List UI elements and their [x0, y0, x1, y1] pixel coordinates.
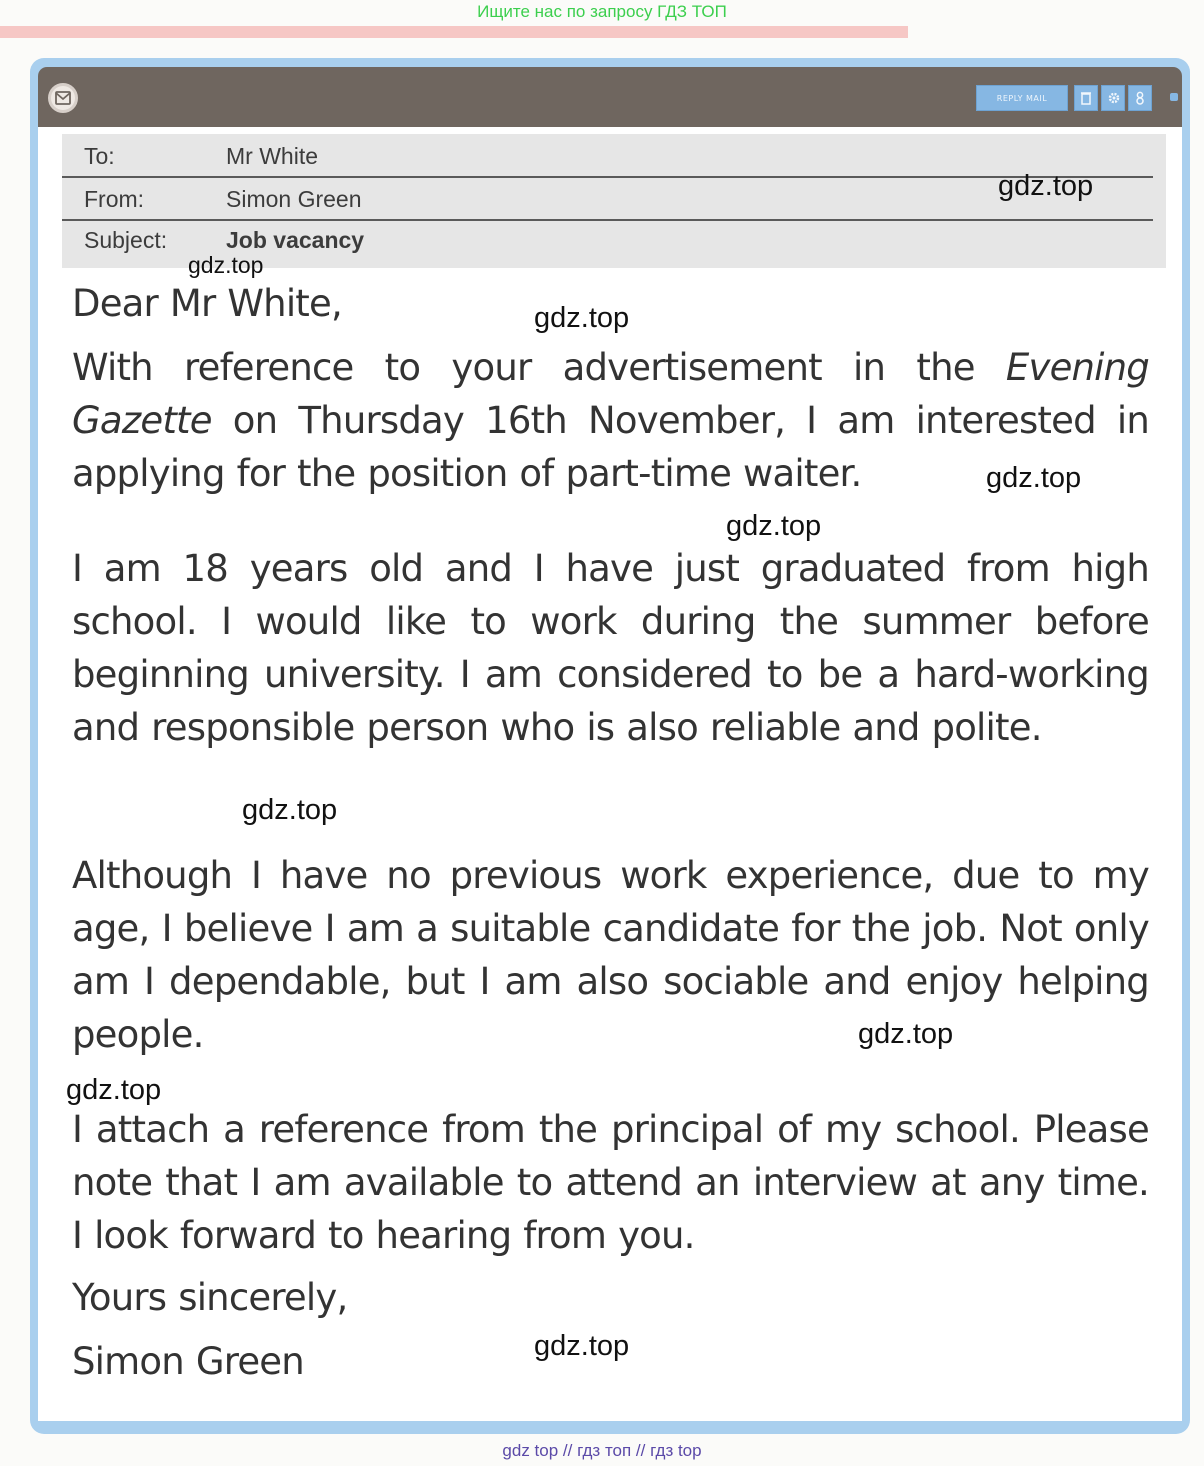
- top-banner: Ищите нас по запросу ГДЗ ТОП: [477, 2, 727, 21]
- trash-icon: [1080, 91, 1092, 105]
- signature: Simon Green: [72, 1340, 304, 1383]
- to-label: To:: [84, 143, 115, 169]
- email-body-paragraph-3: [72, 849, 1149, 1061]
- watermark: gdz.top: [534, 1330, 630, 1362]
- paragraph: Although I have no previous work experience, due to my age, I believe I am a suitable candidate for the job. Not only am I dependable, but I am also sociable and enjoy helping people.: [72, 854, 1149, 1056]
- reply-mail-button[interactable]: REPLY MAIL: [976, 85, 1068, 111]
- closing: Yours sincerely,: [72, 1276, 348, 1319]
- greeting: Dear Mr White,: [72, 282, 342, 325]
- watermark: gdz.top: [66, 1074, 162, 1106]
- newspaper-name: Evening Gazette: [72, 346, 1149, 442]
- watermark: gdz.top: [534, 302, 630, 334]
- watermark: gdz.top: [726, 510, 822, 542]
- to-row: [62, 134, 1153, 176]
- scroll-handle[interactable]: [1170, 93, 1178, 101]
- decorative-strip: [0, 26, 908, 38]
- paragraph: I am 18 years old and I have just graduated from high school. I would like to work during the summer before beginning university. I am considered to be a hard-working and responsible person who is also reliable and polite.: [72, 547, 1149, 749]
- email-body-paragraph-4: [72, 1103, 1149, 1262]
- watermark: gdz.top: [986, 462, 1082, 494]
- footer-watermark: gdz top // гдз топ // гдз top: [502, 1441, 702, 1460]
- email-closing: [72, 1271, 1149, 1324]
- user-icon: [1134, 91, 1146, 105]
- user-button[interactable]: [1128, 85, 1152, 111]
- paragraph: I attach a reference from the principal of my school. Please note that I am available to attend an interview at any time. I look forward to hearing from you.: [72, 1108, 1149, 1257]
- p1-text-cont: on Thursday 16th November, I am interested in applying for the position of part-time waiter.: [72, 399, 1149, 495]
- subject-field[interactable]: Job vacancy: [226, 227, 365, 253]
- mail-icon[interactable]: [48, 83, 78, 113]
- settings-button[interactable]: [1101, 85, 1125, 111]
- to-field[interactable]: Mr White: [226, 143, 318, 169]
- title-bar: [38, 67, 1182, 127]
- watermark: gdz.top: [242, 794, 338, 826]
- watermark: gdz.top: [188, 252, 264, 278]
- watermark: gdz.top: [858, 1018, 954, 1050]
- from-row: [62, 177, 1153, 219]
- email-body-paragraph-2: [72, 542, 1149, 754]
- delete-button[interactable]: [1074, 85, 1098, 111]
- from-field[interactable]: Simon Green: [226, 186, 362, 212]
- p1-text: With reference to your advertisement in the: [72, 346, 1006, 389]
- from-label: From:: [84, 186, 145, 212]
- gear-icon: [1107, 91, 1121, 105]
- subject-label: Subject:: [84, 227, 168, 253]
- watermark: gdz.top: [998, 170, 1094, 202]
